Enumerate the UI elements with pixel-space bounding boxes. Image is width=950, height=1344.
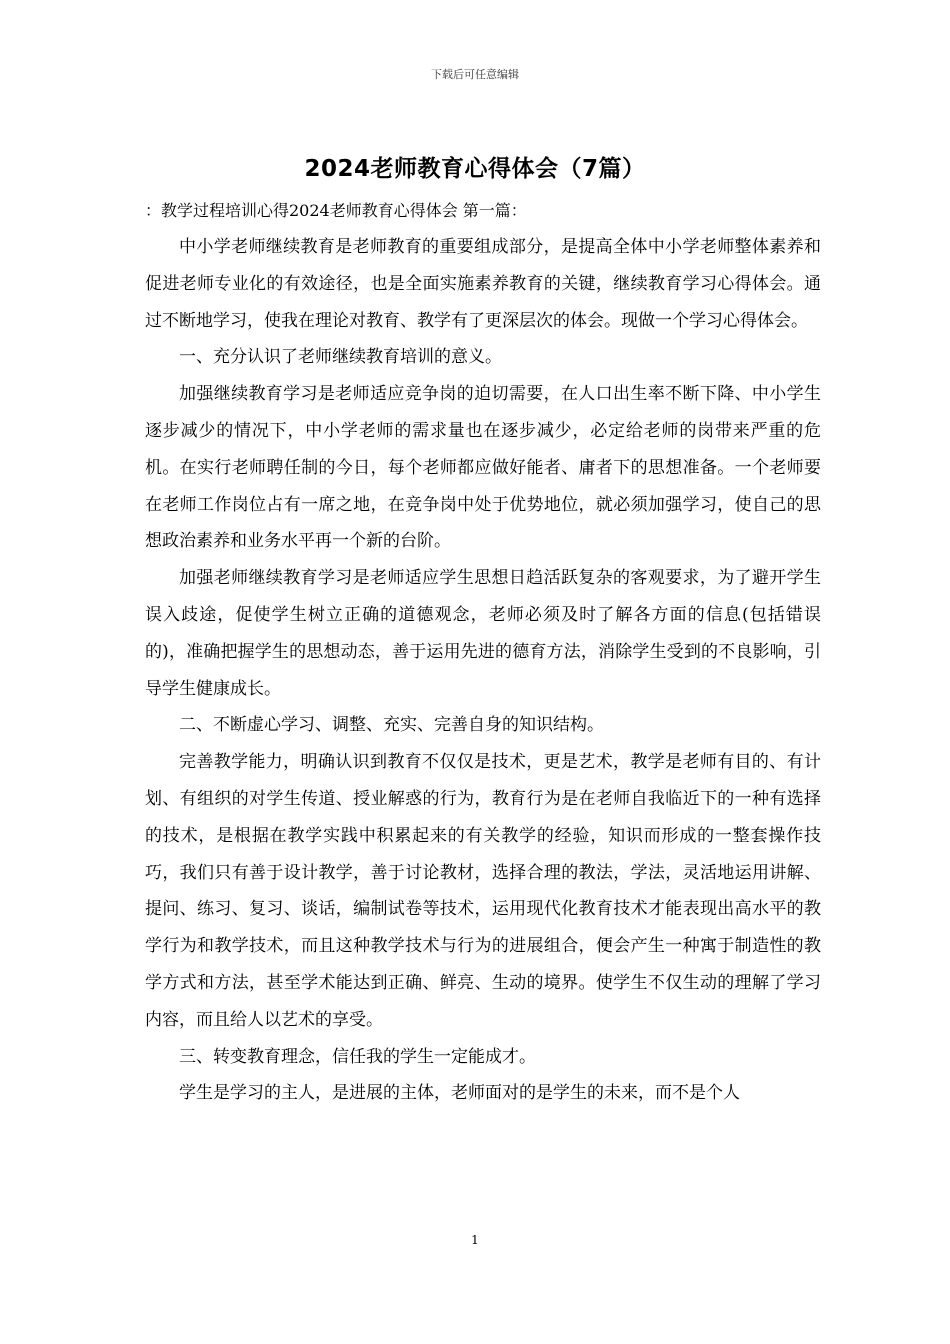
paragraph: 中小学老师继续教育是老师教育的重要组成部分，是提高全体中小学老师整体素养和促进老师专业化的有效途径，也是全面实施素养教育的关键，继续教育学习心得体会。通过不断地学习，使我在理论对教育、教学有了更深层次的体会。现做一个学习心得体会。 bbox=[145, 237, 821, 331]
section-heading: 一、充分认识了老师继续教育培训的意义。 bbox=[179, 347, 502, 368]
section-heading: 三、转变教育理念，信任我的学生一定能成才。 bbox=[179, 1046, 536, 1067]
header-note: 下载后可任意编辑 bbox=[431, 68, 519, 81]
paragraph: 学生是学习的主人，是进展的主体，老师面对的是学生的未来，而不是个人 bbox=[179, 1083, 740, 1104]
paragraph: 加强老师继续教育学习是老师适应学生思想日趋活跃复杂的客观要求，为了避开学生误入歧途，促使学生树立正确的道德观念，老师必须及时了解各方面的信息(包括错误的)，准确把握学生的思想动态，善于运用先进的德育方法，消除学生受到的不良影响，引导学生健康成长。 bbox=[145, 568, 821, 699]
document-title: 2024老师教育心得体会（7篇） bbox=[304, 156, 646, 182]
paragraph: 加强继续教育学习是老师适应竞争岗的迫切需要，在人口出生率不断下降、中小学生逐步减少的情况下，中小学老师的需求量也在逐步减少，必定给老师的岗带来严重的危机。在实行老师聘任制的今日，每个老师都应做好能者、庸者下的思想准备。一个老师要在老师工作岗位占有一席之地，在竞争岗中处于优势地位，就必须加强学习，使自己的思想政治素养和业务水平再一个新的台阶。 bbox=[145, 384, 821, 552]
body-text bbox=[145, 229, 821, 1112]
section-heading: 二、不断虚心学习、调整、充实、完善自身的知识结构。 bbox=[179, 715, 604, 736]
intro-line: ：教学过程培训心得2024老师教育心得体会 第一篇： bbox=[145, 201, 527, 220]
page-number: 1 bbox=[471, 1233, 479, 1247]
paragraph: 完善教学能力，明确认识到教育不仅仅是技术，更是艺术，教学是老师有目的、有计划、有组织的对学生传道、授业解惑的行为，教育行为是在老师自我临近下的一种有选择的技术，是根据在教学实践中积累起来的有关教学的经验，知识而形成的一整套操作技巧，我们只有善于设计教学，善于讨论教材，选择合理的教法，学法，灵活地运用讲解、提问、练习、复习、谈话，编制试卷等技术，运用现代化教育技术才能表现出高水平的教学行为和教学技术，而且这种教学技术与行为的进展组合，便会产生一种寓于制造性的教学方式和方法，甚至学术能达到正确、鲜亮、生动的境界。使学生不仅生动的理解了学习内容，而且给人以艺术的享受。 bbox=[145, 752, 821, 1030]
